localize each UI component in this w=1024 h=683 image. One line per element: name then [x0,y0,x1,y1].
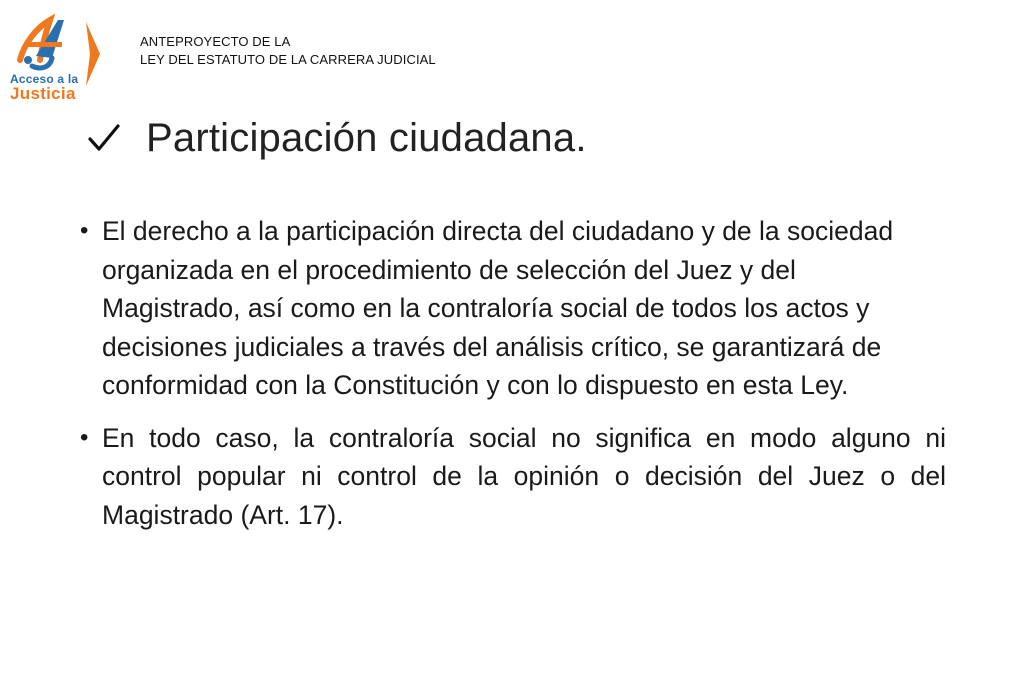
bullet-list [80,212,946,548]
header-line-1: ANTEPROYECTO DE LA [140,34,291,49]
bullet-text: El derecho a la participación directa del ciudadano y de la sociedad organizada en el procedimiento de selección del Juez y del Magistrado, así como en la contraloría social de todos los actos y decisiones judiciales a través del análisis crítico, se garantizará de conformidad con la Constitución y con lo dispuesto en esta Ley. [102,216,894,400]
bullet-text: En todo caso, la contraloría social no significa en modo alguno ni control popular ni control de la opinión o decisión del Juez o del Magistrado (Art. 17). [102,422,946,530]
document-header [140,33,436,69]
bullet-item [80,419,946,535]
bullet-dot-icon: • [80,217,89,244]
logo-text-justicia: Justicia [10,84,76,103]
checkmark-icon [86,120,122,156]
header-line-2: LEY DEL ESTATUTO DE LA CARRERA JUDICIAL [140,52,436,67]
logo-text-acceso: Acceso a la [10,72,79,86]
title-row [86,108,587,168]
acceso-a-la-justicia-logo [6,14,106,104]
slide-title: Participación ciudadana. [146,115,587,160]
bullet-item [80,212,928,405]
bullet-dot-icon: • [80,423,89,451]
